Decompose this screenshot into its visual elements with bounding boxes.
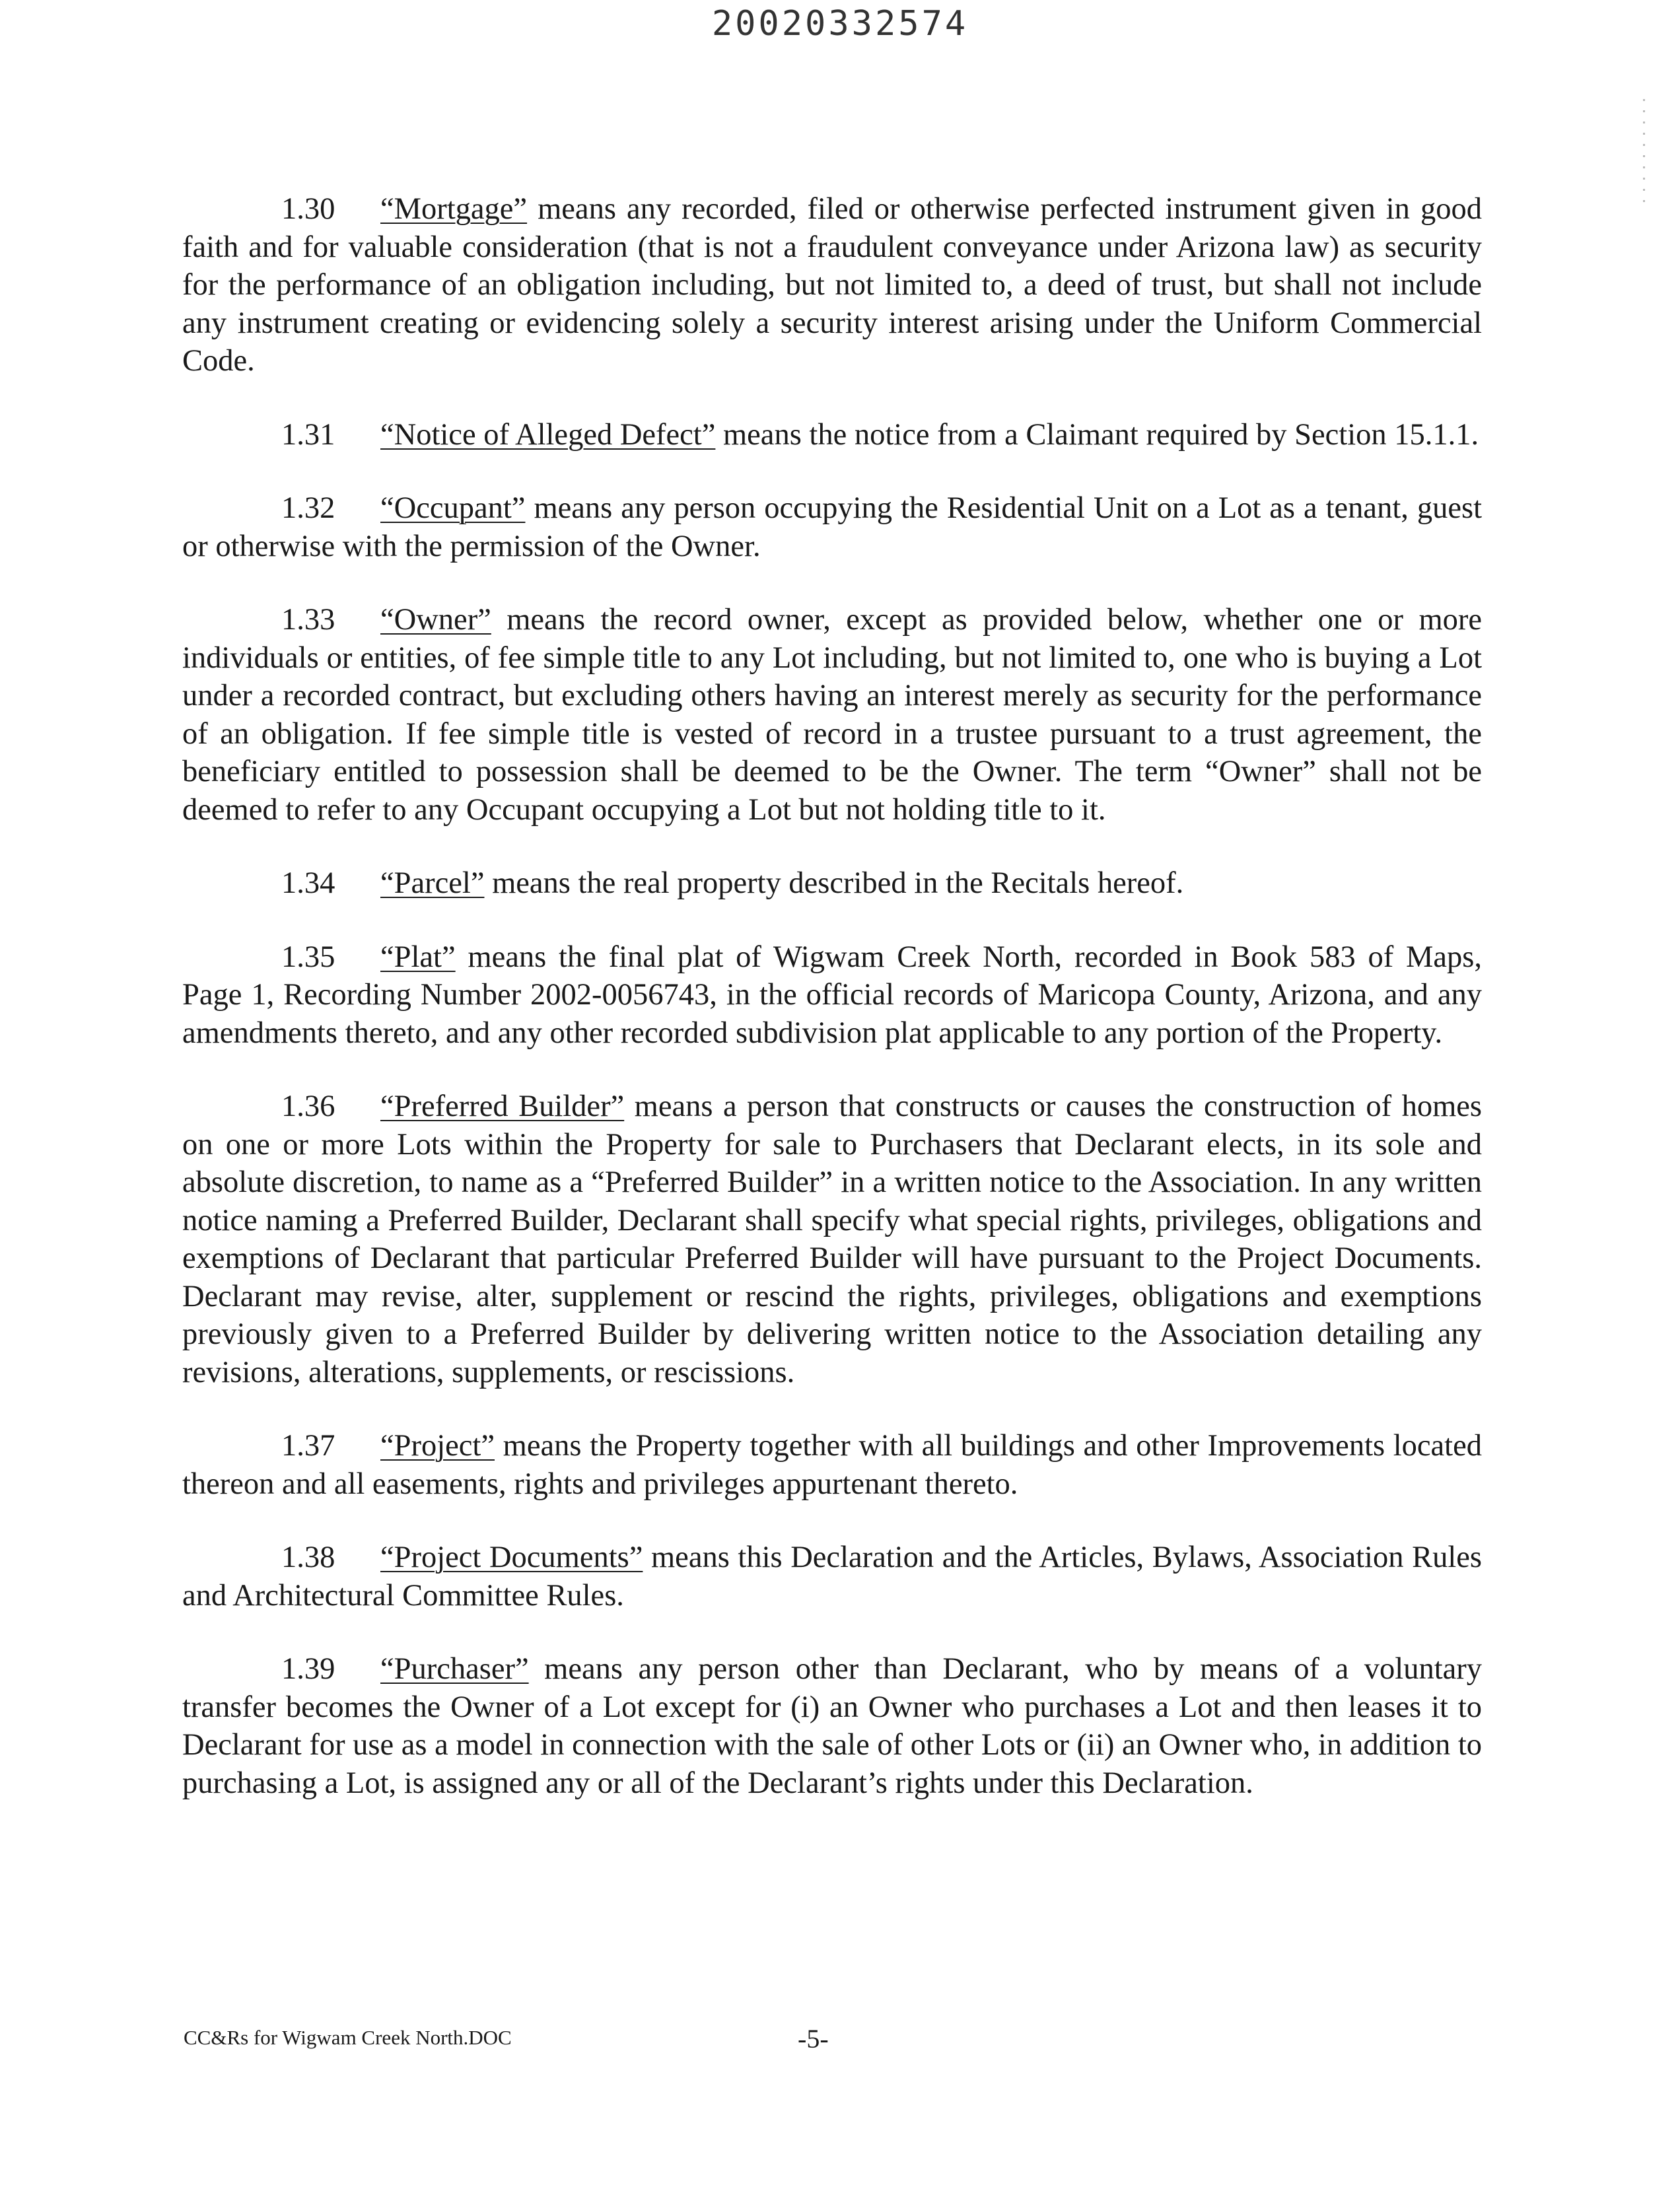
definition-text: means this Declaration and the Articles, Bylaws, Association Rules and Architectural Committee Rules.	[182, 1541, 1482, 1613]
definition-1-38	[182, 1539, 1482, 1614]
definition-text: means any person other than Declarant, who by means of a voluntary transfer becomes the Owner of a Lot except for (i) an Owner who purchases a Lot and then leases it to Declarant for use as a model in connection with the sale of other Lots or (ii) an Owner who, in addition to purchasing a Lot, is assigned any or all of the Declarant’s rights under this Declaration.	[182, 1652, 1482, 1800]
definition-1-37	[182, 1427, 1482, 1503]
section-number: 1.39	[281, 1652, 335, 1686]
defined-term: “Purchaser”	[380, 1652, 529, 1686]
definition-1-34	[182, 864, 1482, 903]
definition-1-35	[182, 938, 1482, 1053]
definition-1-39	[182, 1650, 1482, 1802]
definition-text: means the final plat of Wigwam Creek North, recorded in Book 583 of Maps, Page 1, Recording Number 2002-0056743, in the official records of Maricopa County, Arizona, and any amendments thereto, and any other recorded subdivision plat applicable to any portion of the Property.	[182, 940, 1482, 1050]
section-number: 1.34	[281, 866, 335, 900]
section-number: 1.38	[281, 1541, 335, 1574]
page-number: -5-	[798, 2024, 829, 2054]
section-number: 1.33	[281, 603, 335, 637]
footer-filename: CC&Rs for Wigwam Creek North.DOC	[184, 2026, 512, 2049]
section-number: 1.36	[281, 1090, 335, 1123]
defined-term: “Mortgage”	[380, 192, 528, 226]
definition-1-33	[182, 601, 1482, 829]
defined-term: “Plat”	[380, 940, 456, 974]
definition-text: means the record owner, except as provided below, whether one or more individuals or entities, of fee simple title to any Lot including, but not limited to, one who is buying a Lot under a recorded contract, but excluding others having an interest merely as security for the performance of an obligation. If fee simple title is vested of record in a trustee pursuant to a trust agreement, the beneficiary entitled to possession shall be deemed to be the Owner. The term “Owner” shall not be deemed to refer to any Occupant occupying a Lot but not holding title to it.	[182, 603, 1482, 827]
section-number: 1.30	[281, 192, 335, 226]
definition-1-32	[182, 489, 1482, 565]
definition-text: means a person that constructs or causes the construction of homes on one or more Lots within the Property for sale to Purchasers that Declarant elects, in its sole and absolute discretion, to name as a “Preferred Builder” in a written notice to the Association. In any written notice naming a Preferred Builder, Declarant shall specify what special rights, privileges, obligations and exemptions of Declarant that particular Preferred Builder will have pursuant to the Project Documents. Declarant may revise, alter, supplement or rescind the rights, privileges, obligations and exemptions previously given to a Preferred Builder by delivering written notice to the Association detailing any revisions, alterations, supplements, or rescissions.	[182, 1090, 1482, 1389]
defined-term: “Project”	[380, 1429, 495, 1463]
definition-text: means any recorded, filed or otherwise perfected instrument given in good faith and for valuable consideration (that is not a fraudulent conveyance under Arizona law) as security for the performance of an obligation including, but not limited to, a deed of trust, but shall not include any instrument creating or evidencing solely a security interest arising under the Uniform Commercial Code.	[182, 192, 1482, 378]
defined-term: “Occupant”	[380, 491, 526, 525]
defined-term: “Parcel”	[380, 866, 485, 900]
section-number: 1.35	[281, 940, 335, 974]
definition-text: means the notice from a Claimant required by Section 15.1.1.	[715, 417, 1479, 452]
section-number: 1.32	[281, 491, 335, 525]
definition-text: means the Property together with all buildings and other Improvements located thereon and all easements, rights and privileges appurtenant thereto.	[182, 1429, 1482, 1501]
definition-1-36	[182, 1088, 1482, 1391]
definition-text: means any person occupying the Residential Unit on a Lot as a tenant, guest or otherwise with the permission of the Owner.	[182, 491, 1482, 563]
section-number: 1.37	[281, 1429, 335, 1463]
recording-number: 20020332574	[711, 4, 969, 44]
defined-term: “Notice of Alleged Defect”	[380, 417, 716, 452]
definition-text: means the real property described in the Recitals hereof.	[484, 866, 1184, 900]
scan-artifact-marks	[1642, 99, 1647, 297]
defined-term: “Project Documents”	[380, 1541, 643, 1574]
document-body	[182, 190, 1482, 1838]
definition-1-31	[182, 416, 1482, 454]
defined-term: “Preferred Builder”	[380, 1090, 625, 1123]
section-number: 1.31	[281, 417, 335, 452]
definition-1-30	[182, 190, 1482, 380]
defined-term: “Owner”	[380, 603, 491, 637]
